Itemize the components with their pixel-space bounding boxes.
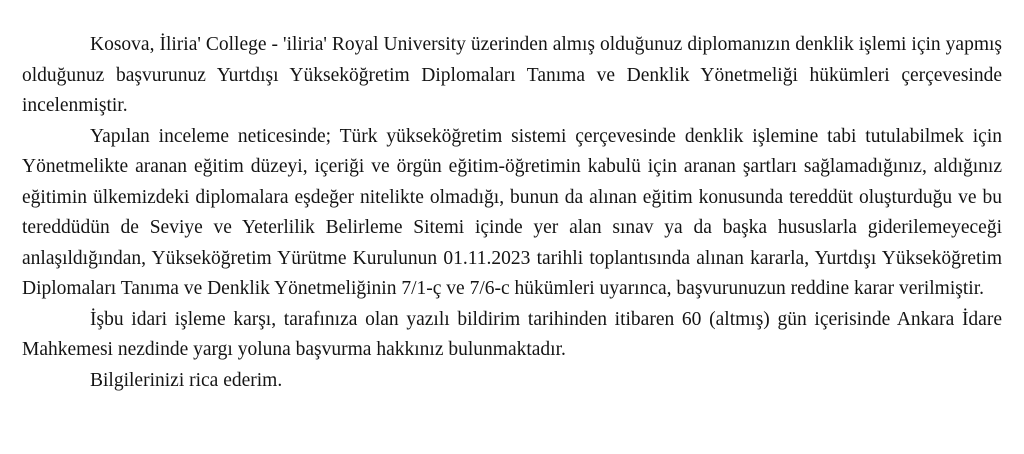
paragraph-closing: Bilgilerinizi rica ederim. [90,369,283,391]
paragraph-decision: Yapılan inceleme neticesinde; Türk yükseköğretim sistemi çerçevesinde denklik işlemine tabi tutulabilmek için Yönetmelikte aranan eğitim düzeyi, içeriği ve örgün eğitim-öğretimin kabulü için aranan şartları sağlamadığınız, aldığınız eğitimin ülkemizdeki diplomalara eşdeğer nitelikte olmadığı, bunun da alınan eğitim konusunda tereddüt oluşturduğu ve bu tereddüdün de Seviye ve Yeterlilik Belirleme Sitemi içinde yer alan sınav ya da başka hususlarla giderilemeyeceği anlaşıldığından, Yükseköğretim Yürütme Kurulunun 01.11.2023 tarihli toplantısında alınan kararla, Yurtdışı Yükseköğretim Diplomaları Tanıma ve Denklik Yönetmeliğinin 7/1-ç ve 7/6-c hükümleri uyarınca, başvurunuzun reddine karar verilmiştir. [22,125,1002,299]
paragraph-application-review: Kosova, İliria' College - 'iliria' Royal University üzerinden almış olduğunuz diplomanızın denklik işlemi için yapmış olduğunuz başvurunuz Yurtdışı Yükseköğretim Diplomaları Tanıma ve Denklik Yönetmeliği hükümleri çerçevesinde incelenmiştir. [22,34,1002,116]
paragraph-appeal-right: İşbu idari işleme karşı, tarafınıza olan yazılı bildirim tarihinden itibaren 60 (altmış) gün içerisinde Ankara İdare Mahkemesi nezdinde yargı yoluna başvurma hakkınız bulunmaktadır. [22,308,1002,360]
